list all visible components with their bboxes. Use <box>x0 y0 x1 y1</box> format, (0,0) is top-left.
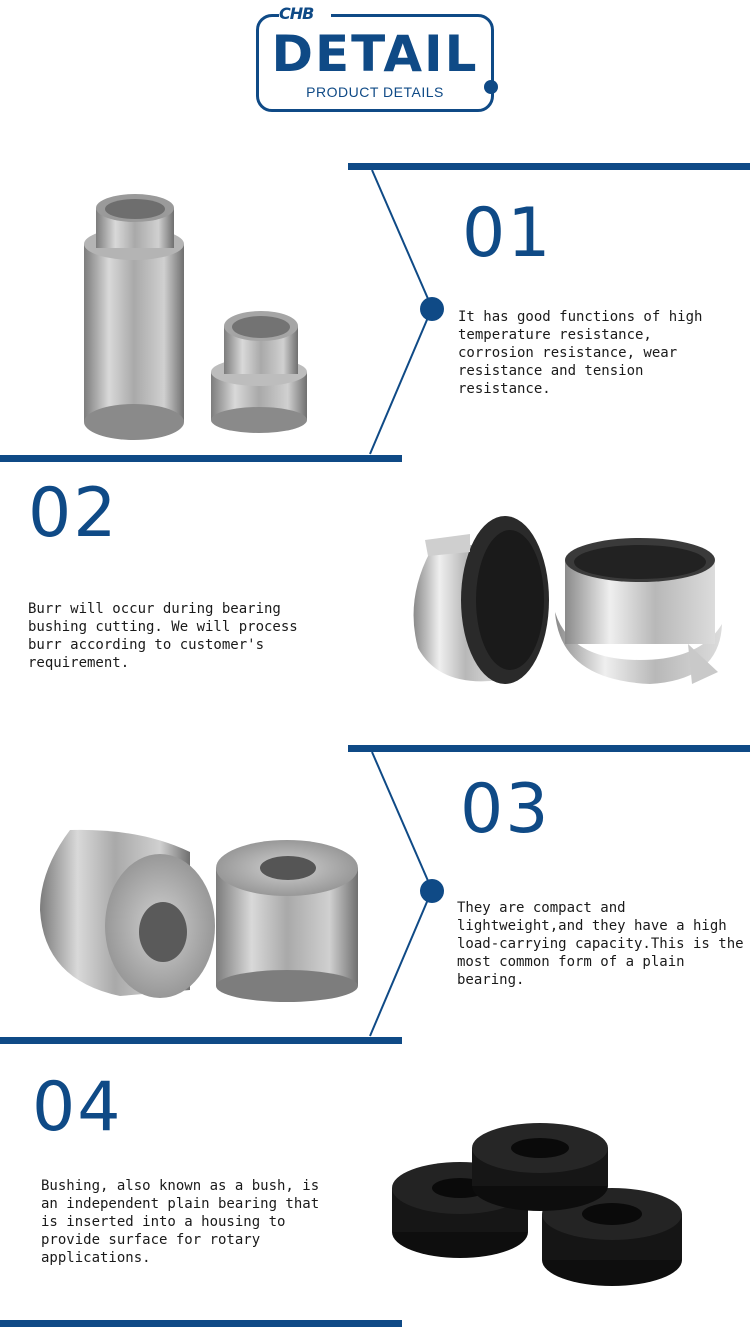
product-image-3 <box>40 830 358 1002</box>
section-text-02: Burr will occur during bearing bushing cutting. We will process burr according to customer's requirement. <box>28 601 298 671</box>
diagonal-line-lower <box>370 308 432 454</box>
section-text-03: They are compact and lightweight,and they have a high load-carrying capacity.This is the most common form of a plain bearing. <box>457 900 744 988</box>
product-image-1 <box>84 194 307 440</box>
page-subtitle: PRODUCT DETAILS <box>306 84 444 100</box>
product-image-4 <box>392 1123 682 1286</box>
diagonal-line-upper <box>372 170 432 308</box>
logo-text: CHB <box>279 4 314 23</box>
section-text-04: Bushing, also known as a bush, is an independent plain bearing that is inserted into a housing to provide surface for rotary applications. <box>41 1178 320 1266</box>
section-number-04: 04 <box>32 1068 123 1147</box>
section-dot <box>420 297 444 321</box>
top-bar <box>348 745 750 752</box>
diagonal-line-lower <box>370 890 432 1036</box>
product-image-2 <box>414 516 722 684</box>
diagonal-line-upper <box>372 752 432 890</box>
section-number-03: 03 <box>460 770 551 849</box>
page-title: DETAIL <box>271 25 479 83</box>
bottom-bar <box>0 1037 402 1044</box>
top-bar <box>348 163 750 170</box>
bottom-bar <box>0 455 402 462</box>
section-4-bottom-bar <box>0 1320 402 1327</box>
section-dot <box>420 879 444 903</box>
section-number-01: 01 <box>462 194 553 273</box>
section-text-01: It has good functions of high temperature resistance, corrosion resistance, wear resistance and tension resistance. <box>458 309 703 397</box>
section-number-02: 02 <box>28 474 119 553</box>
